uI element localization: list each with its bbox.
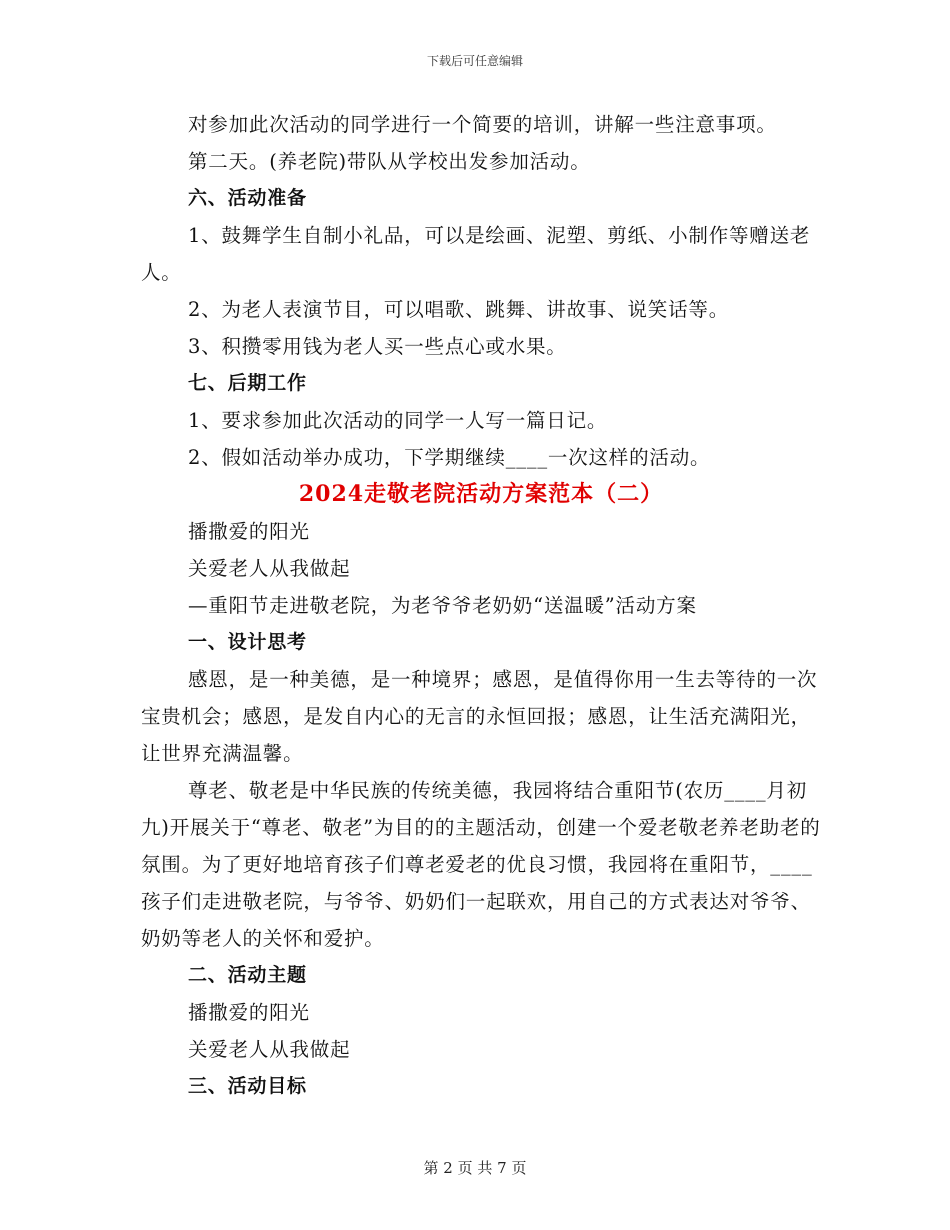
section-heading: 三、活动目标 (188, 1075, 307, 1097)
section-heading: 二、活动主题 (188, 964, 307, 986)
section-heading: 六、活动准备 (188, 187, 307, 209)
paragraph: 1、鼓舞学生自制小礼品，可以是绘画、泥塑、剪纸、小制作等赠送老人。 (141, 224, 811, 284)
paragraph: —重阳节走进敬老院，为老爷爷老奶奶“送温暖”活动方案 (188, 594, 697, 617)
paragraph: 2、为老人表演节目，可以唱歌、跳舞、讲故事、说笑话等。 (188, 298, 730, 321)
section-heading: 七、后期工作 (188, 372, 307, 394)
paragraph: 3、积攒零用钱为老人买一些点心或水果。 (188, 335, 567, 358)
paragraph: 播撒爱的阳光 (188, 520, 310, 543)
document-title: 2024走敬老院活动方案范本（二） (298, 481, 664, 507)
paragraph: 播撒爱的阳光 (188, 1001, 310, 1024)
section-heading: 一、设计思考 (188, 631, 307, 653)
paragraph: 1、要求参加此次活动的同学一人写一篇日记。 (188, 409, 608, 432)
paragraph: 感恩，是一种美德，是一种境界；感恩，是值得你用一生去等待的一次宝贵机会；感恩，是发自内心的无言的永恒回报；感恩，让生活充满阳光，让世界充满温馨。 (141, 668, 818, 765)
header-note: 下载后可任意编辑 (426, 54, 523, 68)
paragraph: 2、假如活动举办成功，下学期继续____一次这样的活动。 (188, 446, 711, 469)
paragraph: 尊老、敬老是中华民族的传统美德，我园将结合重阳节(农历____月初九)开展关于“尊老、敬老”为目的的主题活动，创建一个爱老敬老养老助老的氛围。为了更好地培育孩子们尊老爱老的优良习惯，我园将在重阳节，____孩子们走进敬老院，与爷爷、奶奶们一起联欢，用自己的方式表达对爷爷、奶奶等老人的关怀和爱护。 (141, 779, 821, 950)
paragraph: 第二天。(养老院)带队从学校出发参加活动。 (188, 150, 591, 173)
document-body (141, 106, 821, 1105)
paragraph: 对参加此次活动的同学进行一个简要的培训，讲解一些注意事项。 (188, 113, 777, 136)
paragraph: 关爱老人从我做起 (188, 1038, 351, 1061)
paragraph: 关爱老人从我做起 (188, 557, 351, 580)
page-number: 第 2 页 共 7 页 (423, 1159, 527, 1177)
